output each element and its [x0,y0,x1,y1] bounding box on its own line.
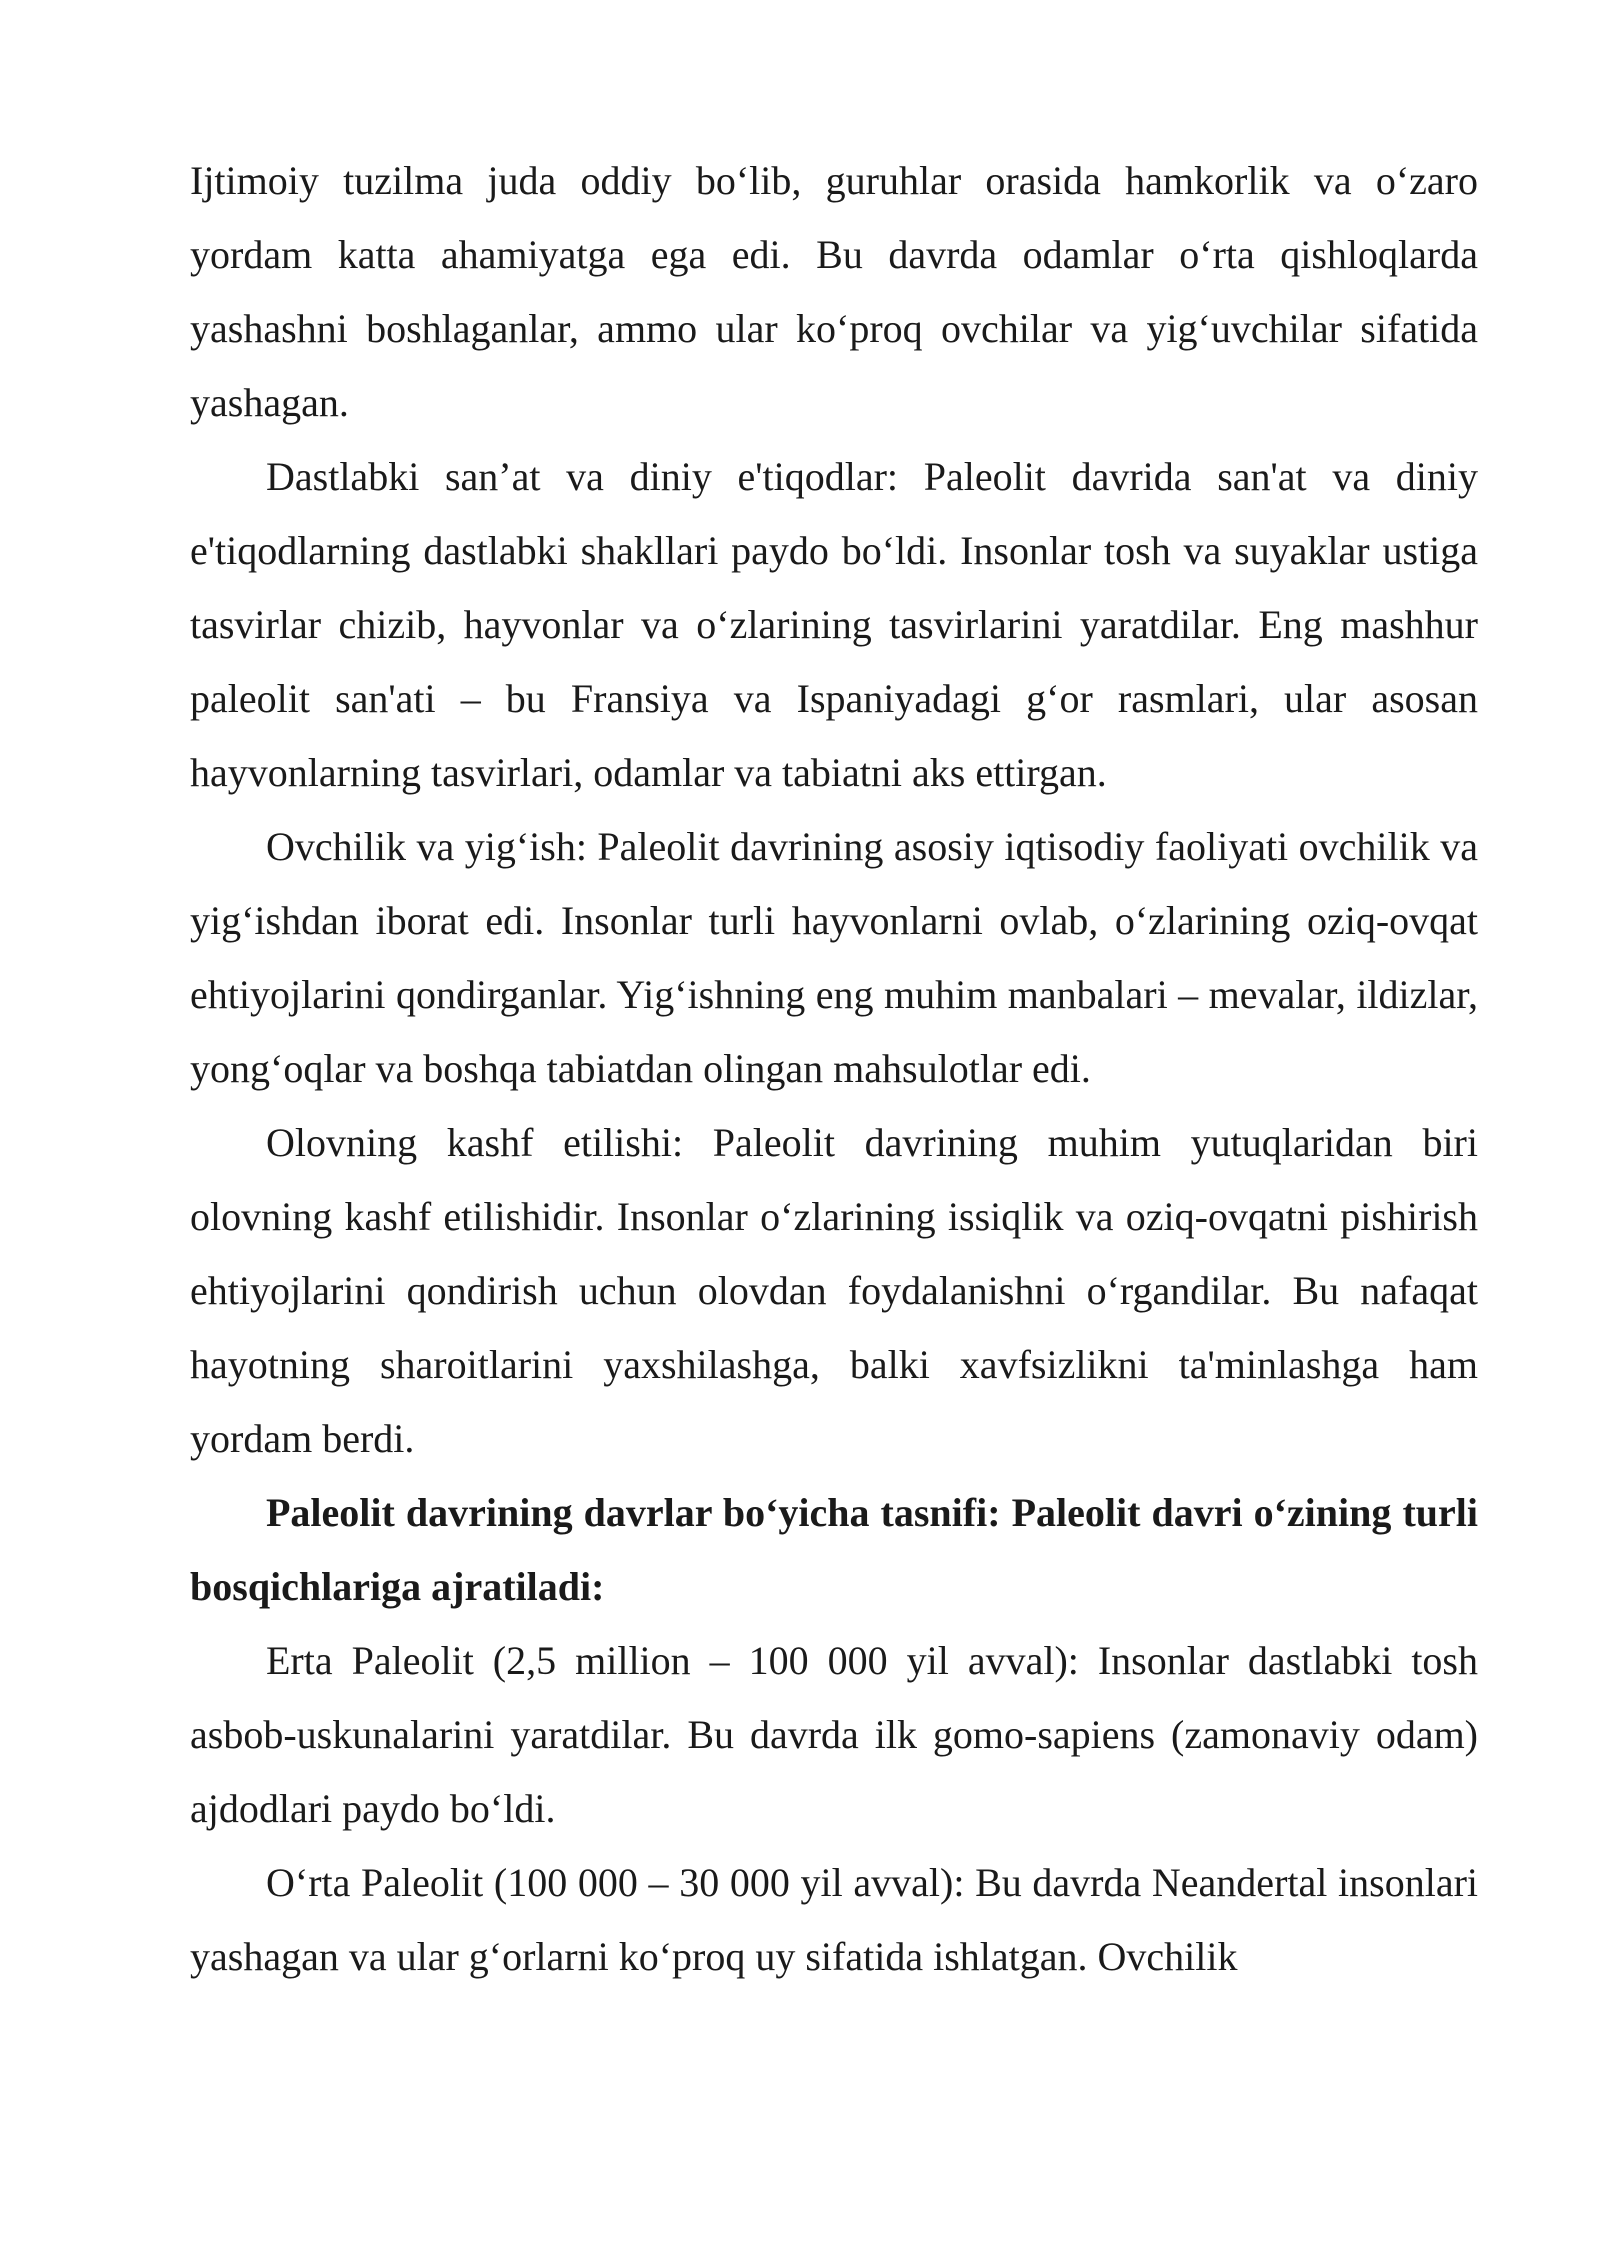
document-page [190,144,1478,1994]
paragraph-discovery-of-fire: Olovning kashf etilishi: Paleolit davrining muhim yutuqlaridan biri olovning kashf etilishidir. Insonlar o‘zlarining issiqlik va oziq-ovqatni pishirish ehtiyojlarini qondirish uchun olovdan foydalanishni o‘rgandilar. Bu nafaqat hayotning sharoitlarini yaxshilashga, balki xavfsizlikni ta'minlashga ham yordam berdi. [190,1120,1478,1461]
paragraph-early-paleolithic: Erta Paleolit (2,5 million – 100 000 yil avval): Insonlar dastlabki tosh asbob-uskunalarini yaratdilar. Bu davrda ilk gomo-sapiens (zamonaviy odam) ajdodlari paydo bo‘ldi. [190,1638,1478,1831]
paragraph-middle-paleolithic: O‘rta Paleolit (100 000 – 30 000 yil avval): Bu davrda Neandertal insonlari yashagan va ular g‘orlarni ko‘proq uy sifatida ishlatgan. Ovchilik [190,1860,1478,1979]
paragraph-hunting-gathering: Ovchilik va yig‘ish: Paleolit davrining asosiy iqtisodiy faoliyati ovchilik va yig‘ishdan iborat edi. Insonlar turli hayvonlarni ovlab, o‘zlarining oziq-ovqat ehtiyojlarini qondirganlar. Yig‘ishning eng muhim manbalari – mevalar, ildizlar, yong‘oqlar va boshqa tabiatdan olingan mahsulotlar edi. [190,824,1478,1091]
paragraph-early-art-beliefs: Dastlabki san’at va diniy e'tiqodlar: Paleolit davrida san'at va diniy e'tiqodlarning dastlabki shakllari paydo bo‘ldi. Insonlar tosh va suyaklar ustiga tasvirlar chizib, hayvonlar va o‘zlarining tasvirlarini yaratdilar. Eng mashhur paleolit san'ati – bu Fransiya va Ispaniyadagi g‘or rasmlari, ular asosan hayvonlarning tasvirlari, odamlar va tabiatni aks ettirgan. [190,454,1478,795]
section-heading-classification: Paleolit davrining davrlar bo‘yicha tasnifi: Paleolit davri o‘zining turli bosqichlariga ajratiladi: [190,1490,1478,1609]
paragraph-social-structure: Ijtimoiy tuzilma juda oddiy bo‘lib, guruhlar orasida hamkorlik va o‘zaro yordam katta ahamiyatga ega edi. Bu davrda odamlar o‘rta qishloqlarda yashashni boshlaganlar, ammo ular ko‘proq ovchilar va yig‘uvchilar sifatida yashagan. [190,158,1478,425]
